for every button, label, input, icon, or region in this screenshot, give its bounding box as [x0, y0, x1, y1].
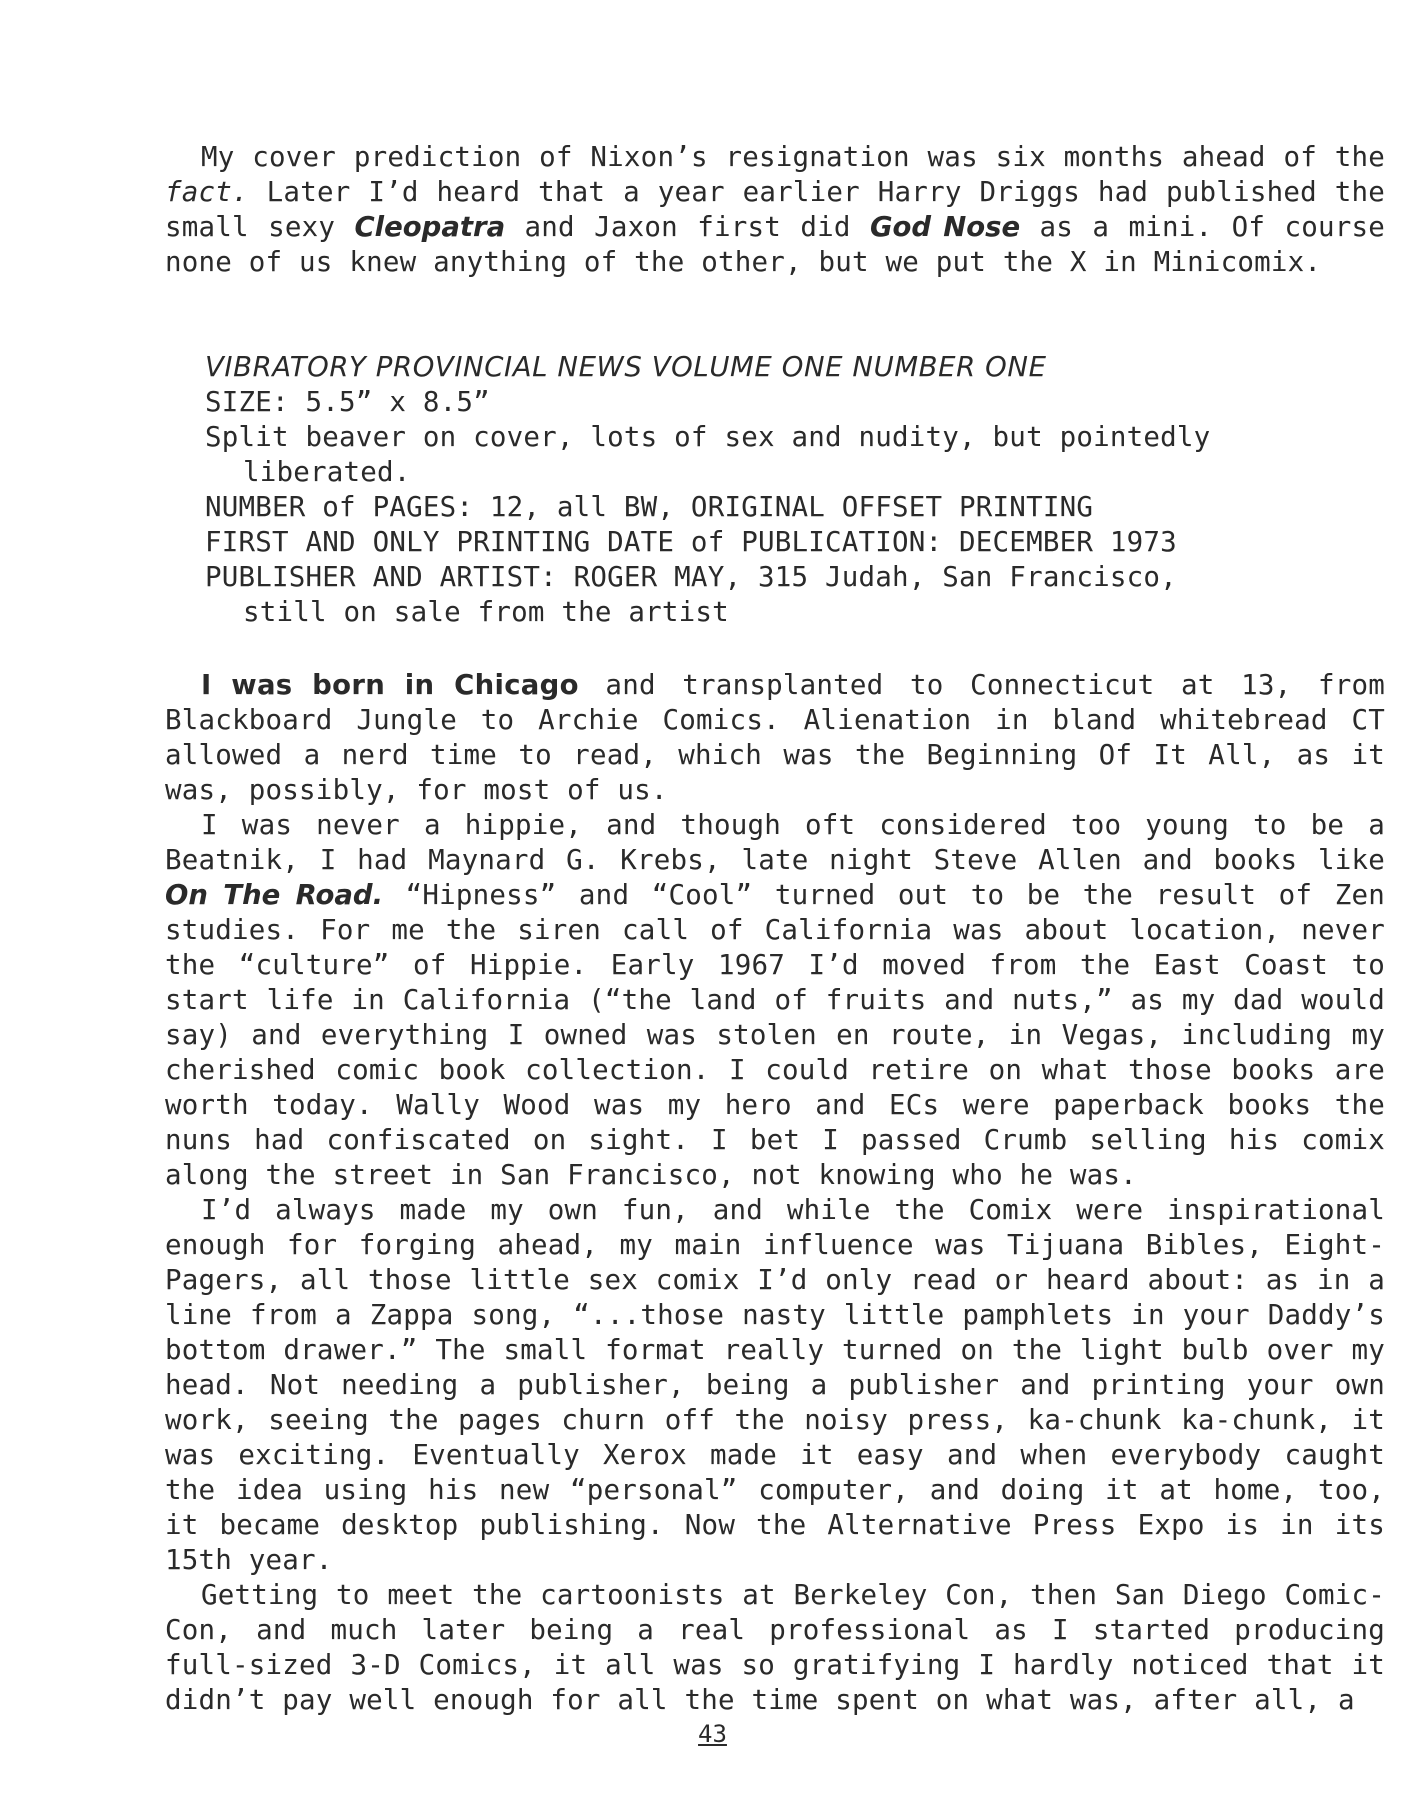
listing-description-cont: liberated. — [243, 456, 411, 488]
paragraph-hippie: I was never a hippie, and though oft considered too young to be a Beatnik, I had Maynard G. Krebs, late night Steve Allen and books like On The Road. “Hipness” and “Cool” turned out to be the result of Zen studies. For me the siren call of California was about location, never the “culture” of Hippie. Early 1967 I’d moved from the East Coast to start life in California (“the land of fruits and nuts,” as my dad would say) and everything I owned was stolen en route, in Vegas, including my cherished comic book collection. I could retire on what those books are worth today. Wally Wood was my hero and ECs were paperback books the nuns had confiscated on sight. I bet I passed Crumb selling his comix along the street in San Francisco, not knowing who he was. — [165, 809, 1385, 1191]
listing-description: Split beaver on cover, lots of sex and nudity, but pointedly — [205, 421, 1211, 453]
title-cleopatra: Cleopatra — [354, 211, 506, 243]
intro-paragraph — [165, 140, 1385, 280]
main-body — [165, 668, 1385, 1718]
paragraph-nixon-prediction: My cover prediction of Nixon’s resignation was six months ahead of the fact. Later I’d heard that a year earlier Harry Driggs had published the small sexy Cleopatra and Jaxon first did God Nose as a mini. Of course none of us knew anything of the other, but we put the X in Minicomix. — [165, 141, 1385, 278]
page-number: 43 — [698, 1720, 727, 1748]
paragraph-cartoonists: Getting to meet the cartoonists at Berkeley Con, then San Diego Comic-Con, and much later being a real professional as I started producing full-sized 3-D Comics, it all was so gratifying I hardly noticed that it didn’t pay well enough for all the time spent on what was, after all, a — [165, 1579, 1385, 1716]
paragraph-own-fun: I’d always made my own fun, and while the Comix were inspirational enough for forging ahead, my main influence was Tijuana Bibles, Eight-Pagers, all those little sex comix I’d only read or heard about: as in a line from a Zappa song, “...those nasty little pamphlets in your Daddy’s bottom drawer.” The small format really turned on the light bulb over my head. Not needing a publisher, being a publisher and printing your own work, seeing the pages churn off the noisy press, ka-chunk ka-chunk, it was exciting. Eventually Xerox made it easy and when everybody caught the idea using his new “personal” computer, and doing it at home, too, it became desktop publishing. Now the Alternative Press Expo is in its 15th year. — [165, 1194, 1385, 1576]
listing-title: VIBRATORY PROVINCIAL NEWS VOLUME ONE NUMBER ONE — [205, 351, 1047, 383]
listing-size: SIZE: 5.5” x 8.5” — [205, 386, 490, 418]
publication-listing — [205, 350, 1285, 630]
emphasis-fact: fact. — [165, 176, 249, 208]
title-god-nose: God Nose — [869, 211, 1021, 243]
paragraph-born-chicago: I was born in Chicago and transplanted to Connecticut at 13, from Blackboard Jungle to Archie Comics. Alienation in bland whitebread CT allowed a nerd time to read, which was the Beginning Of It All, as it was, possibly, for most of us. — [165, 669, 1385, 806]
title-on-the-road: On The Road. — [165, 879, 384, 911]
lead-in: I was born in Chicago — [201, 669, 579, 701]
listing-pages: NUMBER of PAGES: 12, all BW, ORIGINAL OFFSET PRINTING — [205, 491, 1094, 523]
listing-date: FIRST AND ONLY PRINTING DATE of PUBLICATION: DECEMBER 1973 — [205, 526, 1177, 558]
listing-publisher: PUBLISHER AND ARTIST: ROGER MAY, 315 Judah, San Francisco, — [205, 561, 1177, 593]
listing-publisher-cont: still on sale from the artist — [243, 596, 729, 628]
